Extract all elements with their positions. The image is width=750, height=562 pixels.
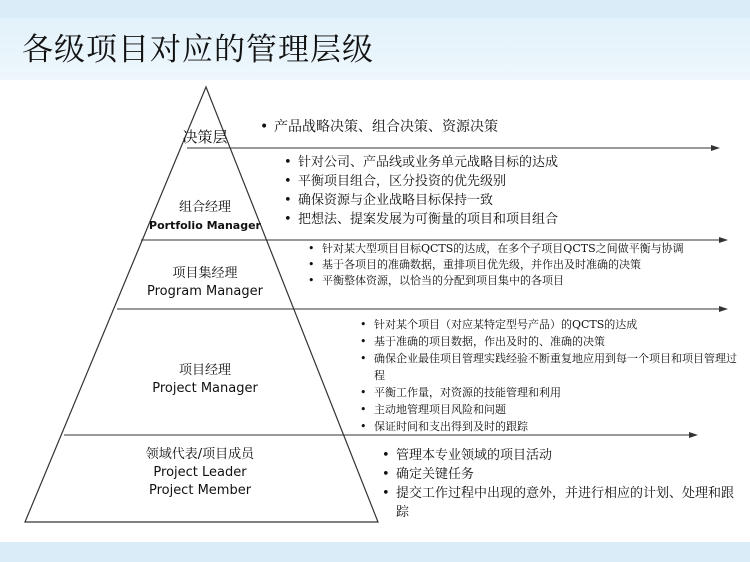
bullet-item: • 平衡工作量，对资源的技能管理和利用 bbox=[358, 384, 738, 401]
bullet-item: • 基于各项目的准确数据，重排项目优先级，并作出及时准确的决策 bbox=[306, 257, 736, 273]
level-member bbox=[100, 446, 300, 500]
bullet-item: • 针对某个项目（对应某特定型号产品）的QCTS的达成 bbox=[358, 316, 738, 333]
bullets-project bbox=[358, 316, 738, 435]
level-program-cn: 项目集经理 bbox=[172, 266, 238, 281]
level-portfolio-en: Portfolio Manager bbox=[149, 219, 261, 232]
bullets-decision bbox=[258, 118, 498, 136]
divider-arrowhead-1 bbox=[711, 145, 720, 151]
bullet-item: • 确定关键任务 bbox=[380, 465, 735, 484]
page-title: 各级项目对应的管理层级 bbox=[22, 32, 374, 68]
level-member-cn: 领域代表/项目成员 bbox=[145, 447, 255, 462]
level-decision-cn: 决策层 bbox=[182, 128, 228, 146]
level-decision bbox=[165, 128, 245, 146]
bullet-item: • 确保资源与企业战略目标保持一致 bbox=[282, 191, 558, 210]
level-program-en: Program Manager bbox=[147, 284, 263, 299]
bullet-item: • 针对某大型项目目标QCTS的达成，在多个子项目QCTS之间做平衡与协调 bbox=[306, 241, 736, 257]
bullet-item: • 把想法、提案发展为可衡量的项目和项目组合 bbox=[282, 210, 558, 229]
level-project-en: Project Manager bbox=[152, 381, 258, 396]
bullet-item: • 主动地管理项目风险和问题 bbox=[358, 401, 738, 418]
bullet-item: • 保证时间和支出得到及时的跟踪 bbox=[358, 418, 738, 435]
level-project bbox=[110, 362, 300, 398]
bullet-item: • 针对公司、产品线或业务单元战略目标的达成 bbox=[282, 153, 558, 172]
bullets-member bbox=[380, 446, 735, 522]
level-project-cn: 项目经理 bbox=[178, 363, 231, 378]
bullet-item: • 管理本专业领域的项目活动 bbox=[380, 446, 735, 465]
level-program bbox=[120, 265, 290, 301]
bullet-item: • 产品战略决策、组合决策、资源决策 bbox=[258, 118, 498, 136]
bullet-item: • 确保企业最佳项目管理实践经验不断重复地应用到每一个项目和项目管理过程 bbox=[358, 350, 738, 384]
bullets-portfolio bbox=[282, 153, 558, 229]
divider-arrowhead-3 bbox=[719, 306, 728, 312]
bullet-item: • 提交工作过程中出现的意外，并进行相应的计划、处理和跟踪 bbox=[380, 484, 735, 522]
bullet-item: • 基于准确的项目数据，作出及时的、准确的决策 bbox=[358, 333, 738, 350]
level-portfolio bbox=[130, 199, 280, 235]
bullets-program bbox=[306, 241, 736, 289]
level-member-en2: Project Member bbox=[148, 483, 252, 498]
bullet-item: • 平衡项目组合，区分投资的优先级别 bbox=[282, 172, 558, 191]
bullet-item: • 平衡整体资源，以恰当的分配到项目集中的各项目 bbox=[306, 273, 736, 289]
level-member-en: Project Leader bbox=[153, 465, 247, 480]
level-portfolio-cn: 组合经理 bbox=[178, 200, 231, 215]
